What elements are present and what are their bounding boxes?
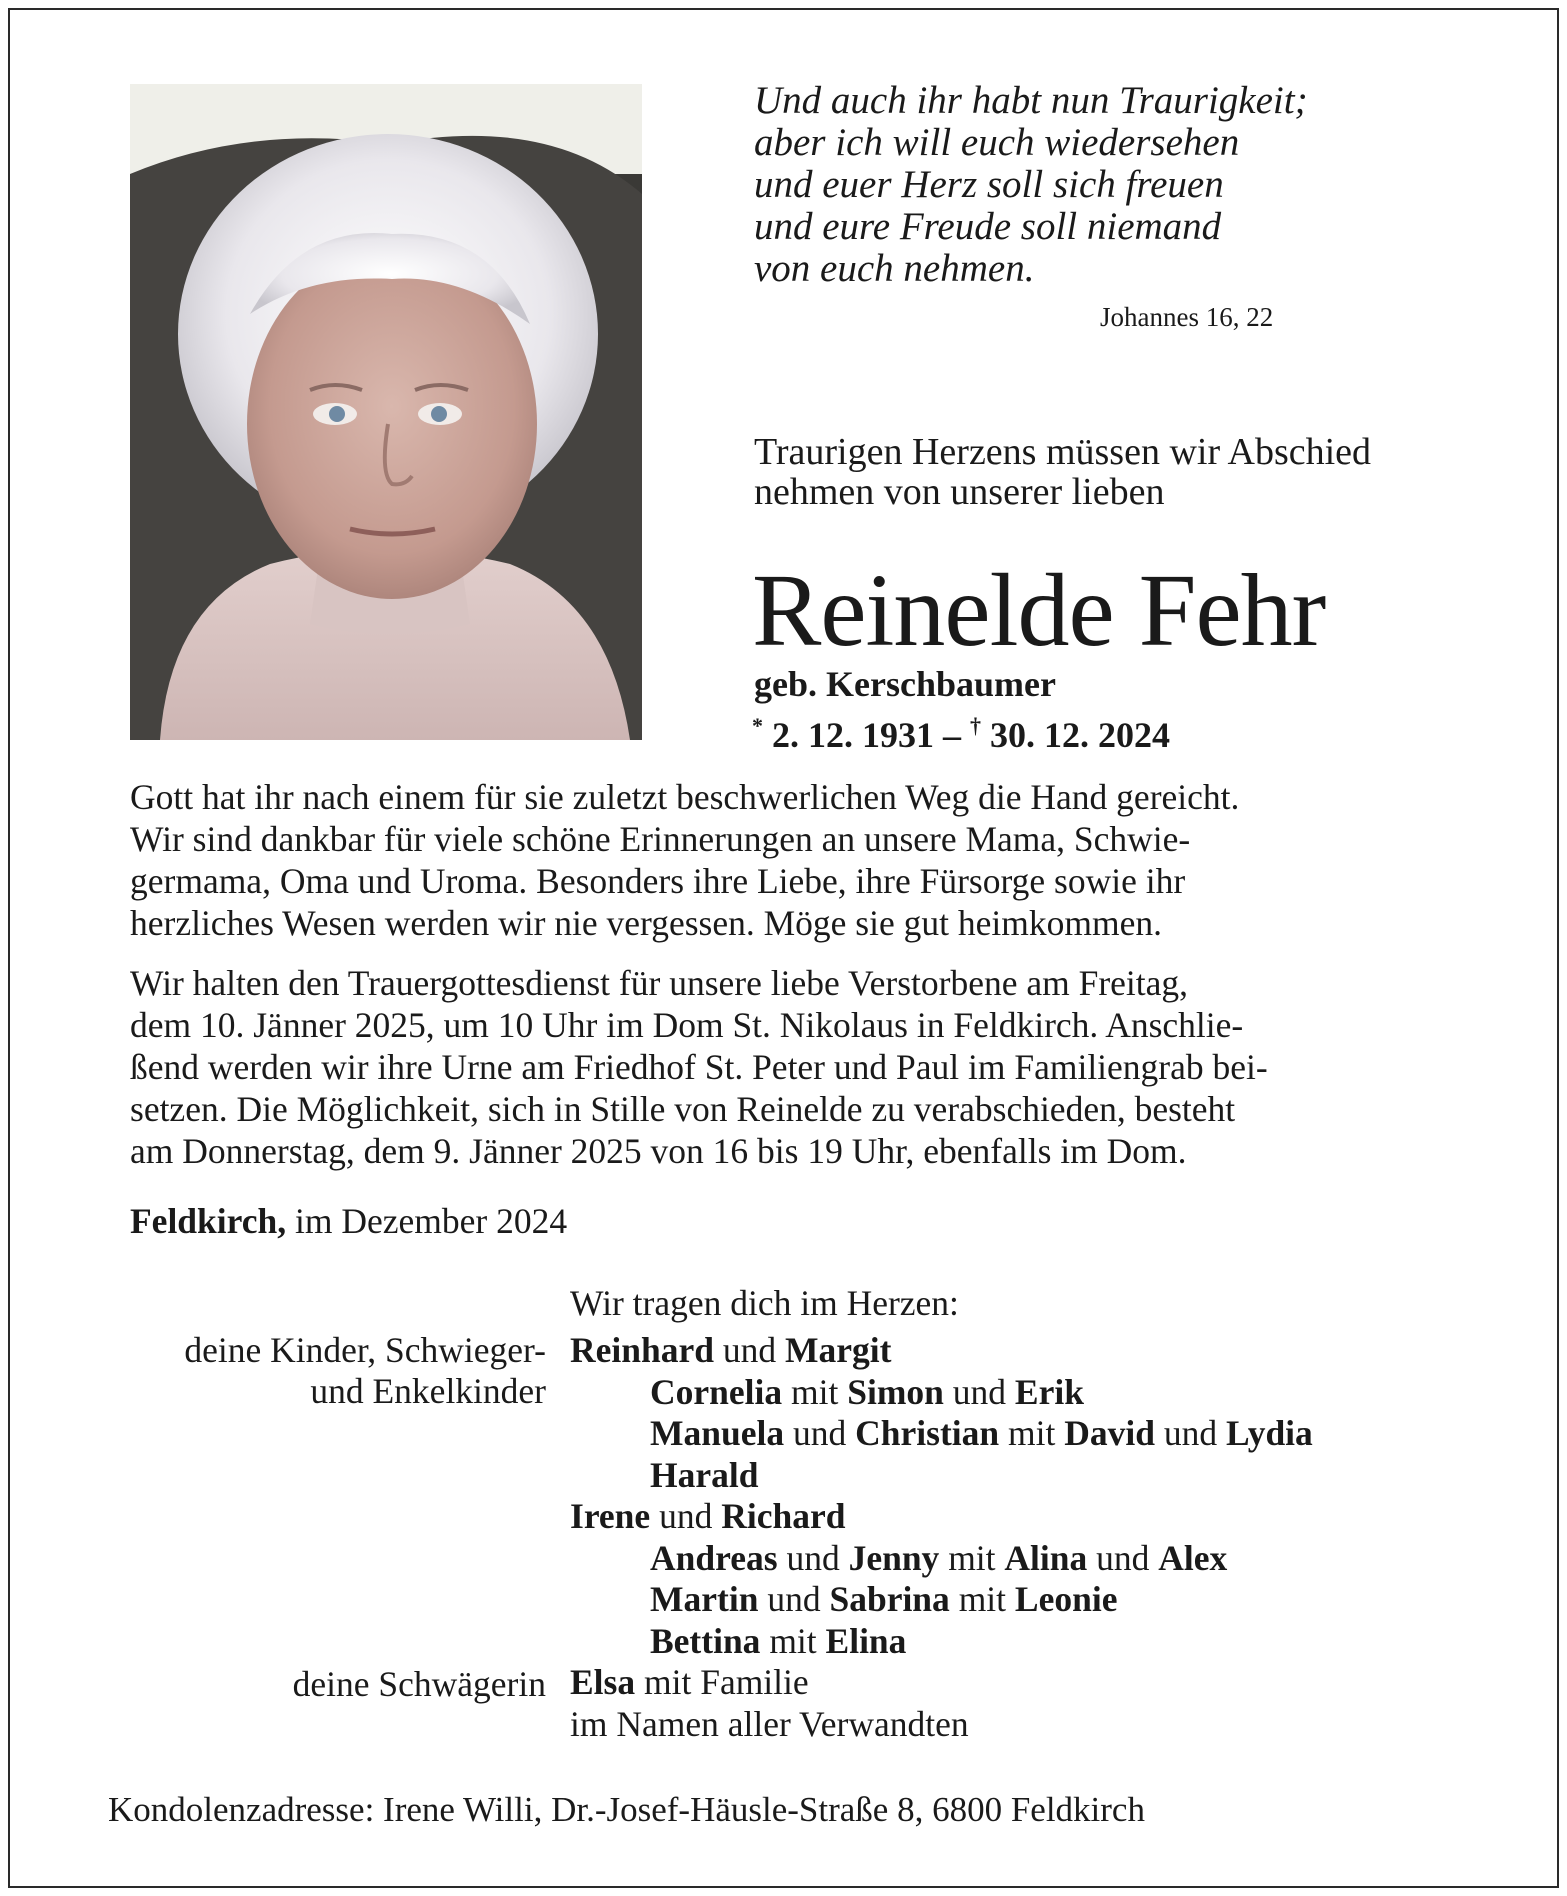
family-member: Erik: [1014, 1371, 1084, 1412]
family-member: Simon: [847, 1371, 944, 1412]
family-member: Richard: [721, 1496, 846, 1536]
paragraph-line: Gott hat ihr nach einem für sie zuletzt beschwerlichen Weg die Hand gereicht.: [130, 777, 1240, 817]
relation-line: deine Kinder, Schwieger-: [184, 1330, 546, 1370]
relation-label-sister-in-law: [96, 1664, 546, 1705]
connector: und: [943, 1371, 1015, 1412]
family-line: [570, 1662, 1313, 1704]
paragraph-line: germama, Oma und Uroma. Besonders ihre Liebe, ihre Fürsorge sowie ihr: [130, 861, 1186, 901]
family-line: [570, 1330, 1313, 1372]
condolence-address: Kondolenzadresse: Irene Willi, Dr.-Josef-Häusle-Straße 8, 6800 Feldkirch: [108, 1790, 1145, 1829]
birth-star-icon: *: [752, 713, 763, 738]
tribute-paragraph: [130, 776, 1440, 944]
paragraph-line: Wir halten den Trauergottesdienst für unsere liebe Verstorbene am Freitag,: [130, 963, 1189, 1003]
family-line: [570, 1538, 1313, 1580]
family-member: Leonie: [1014, 1579, 1118, 1619]
family-member: Andreas: [650, 1537, 778, 1578]
birth-name: geb. Kerschbaumer: [754, 664, 1056, 704]
connector: mit Familie: [635, 1662, 809, 1702]
relation-line: deine Schwägerin: [292, 1664, 546, 1704]
family-member: Margit: [785, 1330, 892, 1370]
paragraph-line: dem 10. Jänner 2025, um 10 Uhr im Dom St. Nikolaus in Feldkirch. Anschlie-: [130, 1005, 1244, 1045]
family-line: [570, 1621, 1313, 1663]
deceased-name: Reinelde Fehr: [752, 553, 1326, 668]
family-member: Sabrina: [829, 1579, 950, 1619]
intro-text: [754, 432, 1514, 512]
paragraph-line: ßend werden wir ihre Urne am Friedhof St. Peter und Paul im Familiengrab bei-: [130, 1047, 1268, 1087]
paragraph-line: setzen. Die Möglichkeit, sich in Stille von Reinelde zu verabschieden, besteht: [130, 1089, 1236, 1129]
connector: mit: [782, 1371, 848, 1412]
connector: mit: [949, 1579, 1015, 1619]
family-line: [570, 1413, 1313, 1455]
connector: und: [758, 1579, 830, 1619]
connector: und: [714, 1330, 785, 1370]
family-member: Christian: [855, 1413, 1000, 1453]
service-paragraph: [130, 962, 1440, 1172]
mourners-heading: Wir tragen dich im Herzen:: [570, 1283, 959, 1323]
family-line: [570, 1579, 1313, 1621]
portrait-photo: [130, 84, 642, 740]
relation-label-children: [96, 1330, 546, 1412]
family-member: Harald: [650, 1454, 759, 1495]
family-line: im Namen aller Verwandten: [570, 1703, 969, 1744]
family-member: Jenny: [848, 1537, 940, 1578]
family-line: [570, 1372, 1313, 1414]
family-member: Reinhard: [570, 1330, 714, 1370]
bible-verse: [754, 80, 1474, 290]
family-member: David: [1064, 1413, 1155, 1453]
connector: und: [1087, 1537, 1159, 1578]
family-line: [570, 1496, 1313, 1538]
place-city: Feldkirch,: [130, 1201, 287, 1241]
family-member: Alex: [1158, 1537, 1228, 1578]
connector: und: [777, 1537, 849, 1578]
life-dates: [752, 706, 1170, 755]
family-member: Elsa: [570, 1662, 636, 1702]
family-member: Martin: [650, 1579, 759, 1619]
death-cross-icon: †: [970, 713, 981, 738]
connector: mit: [760, 1620, 826, 1661]
birth-date: 2. 12. 1931 –: [763, 715, 970, 755]
connector: und: [650, 1496, 722, 1536]
paragraph-line: Wir sind dankbar für viele schöne Erinnerungen an unsere Mama, Schwie-: [130, 819, 1191, 859]
verse-line: und euer Herz soll sich freuen: [754, 163, 1224, 206]
family-line: [570, 1455, 1313, 1497]
relation-line: und Enkelkinder: [310, 1371, 546, 1411]
connector: mit: [999, 1413, 1065, 1453]
verse-line: und eure Freude soll niemand: [754, 205, 1222, 248]
intro-line: Traurigen Herzens müssen wir Abschied: [754, 431, 1372, 473]
death-date: 30. 12. 2024: [981, 715, 1170, 755]
connector: und: [784, 1413, 856, 1453]
family-member: Alina: [1004, 1537, 1088, 1578]
verse-line: Und auch ihr habt nun Traurigkeit;: [754, 79, 1308, 122]
place-month: im Dezember 2024: [286, 1201, 568, 1241]
intro-line: nehmen von unserer lieben: [754, 471, 1165, 513]
paragraph-line: am Donnerstag, dem 9. Jänner 2025 von 16 bis 19 Uhr, ebenfalls im Dom.: [130, 1131, 1187, 1171]
family-member: Elina: [825, 1620, 907, 1661]
verse-line: aber ich will euch wiedersehen: [754, 121, 1240, 164]
connector: mit: [939, 1537, 1005, 1578]
paragraph-line: herzliches Wesen werden wir nie vergessen. Möge sie gut heimkommen.: [130, 903, 1162, 943]
verse-reference: Johannes 16, 22: [1100, 302, 1274, 332]
family-member: Irene: [570, 1496, 651, 1536]
family-list: [570, 1330, 1313, 1745]
connector: und: [1154, 1413, 1226, 1453]
place-date: [130, 1200, 567, 1242]
family-member: Bettina: [650, 1620, 761, 1661]
family-member: Manuela: [650, 1413, 785, 1453]
verse-line: von euch nehmen.: [754, 247, 1035, 290]
family-member: Lydia: [1225, 1413, 1313, 1453]
family-member: Cornelia: [650, 1371, 783, 1412]
